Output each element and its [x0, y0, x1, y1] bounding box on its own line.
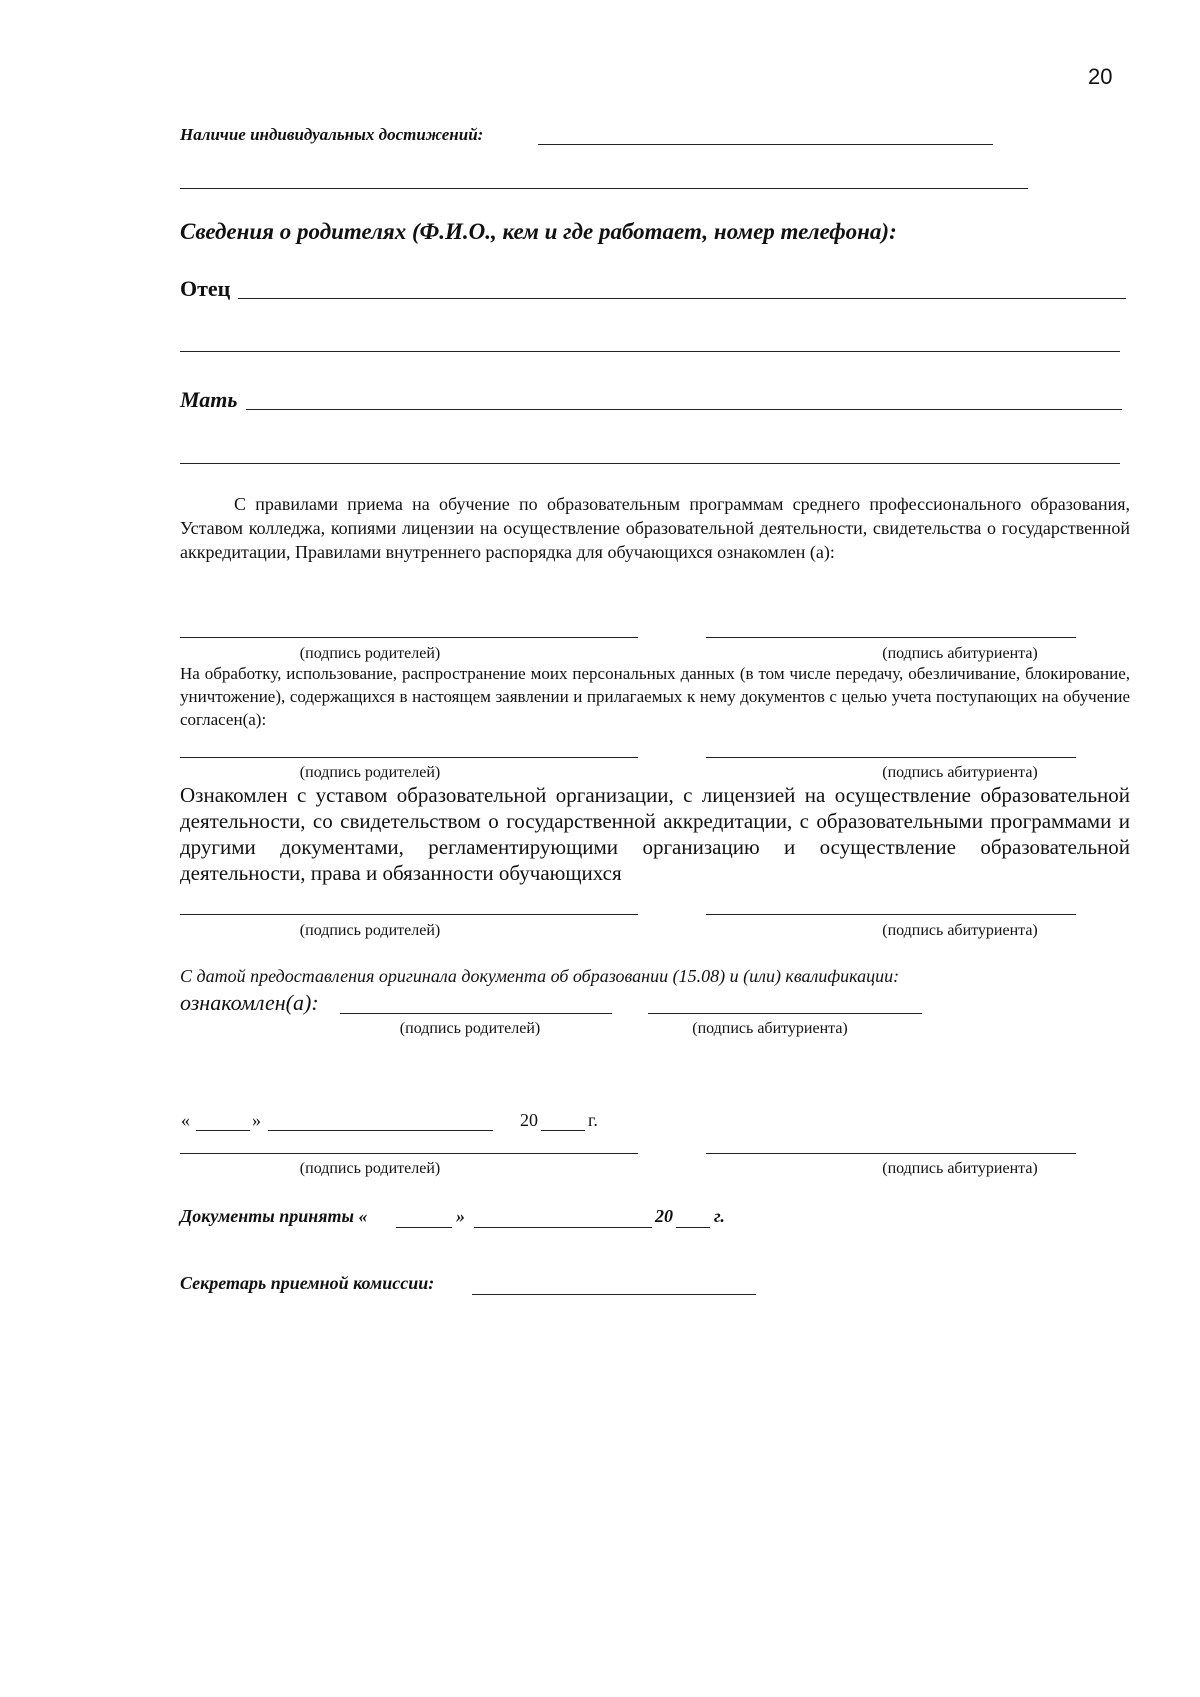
- date-day-field[interactable]: [196, 1130, 250, 1131]
- secretary-label: Секретарь приемной комиссии:: [180, 1273, 435, 1293]
- parents-heading: Сведения о родителях (Ф.И.О., кем и где работает, номер телефона):: [180, 219, 897, 244]
- applicant-signature-label-1: (подпись абитуриента): [882, 645, 1038, 662]
- charter-paragraph: Ознакомлен с уставом образовательной организации, с лицензией на осуществление образовательной деятельности, со свидетельством о государственной аккредитации, с образовательными программами и другими документами, регламентирующими организацию и осуществление образовательной деятельности, права и обязанности обучающихся: [180, 783, 1130, 885]
- original-doc-acknowledged: ознакомлен(а):: [180, 990, 319, 1015]
- date-year-field[interactable]: [541, 1130, 585, 1131]
- rules-paragraph: С правилами приема на обучение по образовательным программам среднего профессионального образования, Уставом колледжа, копиями лицензии на осуществление образовательной деятельности, свидетельства о государственной аккредитации, Правилами внутреннего распорядка для обучающихся ознакомлен (а):: [180, 494, 1130, 562]
- achievements-label: Наличие индивидуальных достижений:: [180, 125, 484, 144]
- applicant-signature-line-5[interactable]: [706, 1153, 1076, 1154]
- parents-signature-line-1[interactable]: [180, 637, 638, 638]
- page-number: 20: [1088, 64, 1113, 89]
- parents-signature-line-2[interactable]: [180, 757, 638, 758]
- accepted-month-field[interactable]: [474, 1227, 652, 1228]
- achievements-field[interactable]: [538, 144, 993, 145]
- parents-signature-label-2: (подпись родителей): [299, 764, 441, 781]
- date-open-quote: «: [181, 1110, 190, 1130]
- parents-signature-label-1: (подпись родителей): [299, 645, 441, 662]
- accepted-label: Документы приняты «: [180, 1206, 368, 1226]
- applicant-signature-line-1[interactable]: [706, 637, 1076, 638]
- original-doc-text: С датой предоставления оригинала документа об образовании (15.08) и (или) квалификации:: [180, 966, 900, 986]
- date-year-prefix: 20: [520, 1110, 538, 1130]
- date-close-quote: »: [252, 1110, 261, 1130]
- accepted-year-prefix: 20: [655, 1206, 673, 1226]
- accepted-year-suffix: г.: [714, 1206, 725, 1226]
- applicant-signature-line-4[interactable]: [648, 1013, 922, 1014]
- applicant-signature-label-5: (подпись абитуриента): [882, 1160, 1038, 1177]
- accepted-year-field[interactable]: [676, 1227, 710, 1228]
- applicant-signature-label-2: (подпись абитуриента): [882, 764, 1038, 781]
- mother-field-line-2[interactable]: [180, 463, 1120, 464]
- applicant-signature-label-4: (подпись абитуриента): [692, 1020, 848, 1037]
- father-field[interactable]: [238, 298, 1126, 299]
- parents-signature-line-4[interactable]: [340, 1013, 612, 1014]
- date-month-field[interactable]: [268, 1130, 493, 1131]
- parents-signature-label-5: (подпись родителей): [299, 1160, 441, 1177]
- applicant-signature-label-3: (подпись абитуриента): [882, 922, 1038, 939]
- consent-paragraph: На обработку, использование, распространение моих персональных данных (в том числе передачу, обезличивание, блокирование, уничтожение), содержащихся в настоящем заявлении и прилагаемых к нему документов с целью учета поступающих на обучение согласен(а):: [180, 664, 1130, 729]
- parents-signature-line-5[interactable]: [180, 1153, 638, 1154]
- father-label: Отец: [180, 276, 231, 301]
- parents-signature-label-3: (подпись родителей): [299, 922, 441, 939]
- secretary-signature-field[interactable]: [472, 1294, 756, 1295]
- date-year-suffix: г.: [588, 1110, 598, 1130]
- accepted-close-quote: »: [456, 1206, 465, 1226]
- achievements-field-line-2[interactable]: [180, 188, 1028, 189]
- parents-signature-line-3[interactable]: [180, 914, 638, 915]
- father-field-line-2[interactable]: [180, 351, 1120, 352]
- mother-label: Мать: [180, 387, 238, 412]
- accepted-day-field[interactable]: [396, 1227, 452, 1228]
- applicant-signature-line-2[interactable]: [706, 757, 1076, 758]
- parents-signature-label-4: (подпись родителей): [399, 1020, 541, 1037]
- applicant-signature-line-3[interactable]: [706, 914, 1076, 915]
- mother-field[interactable]: [246, 409, 1122, 410]
